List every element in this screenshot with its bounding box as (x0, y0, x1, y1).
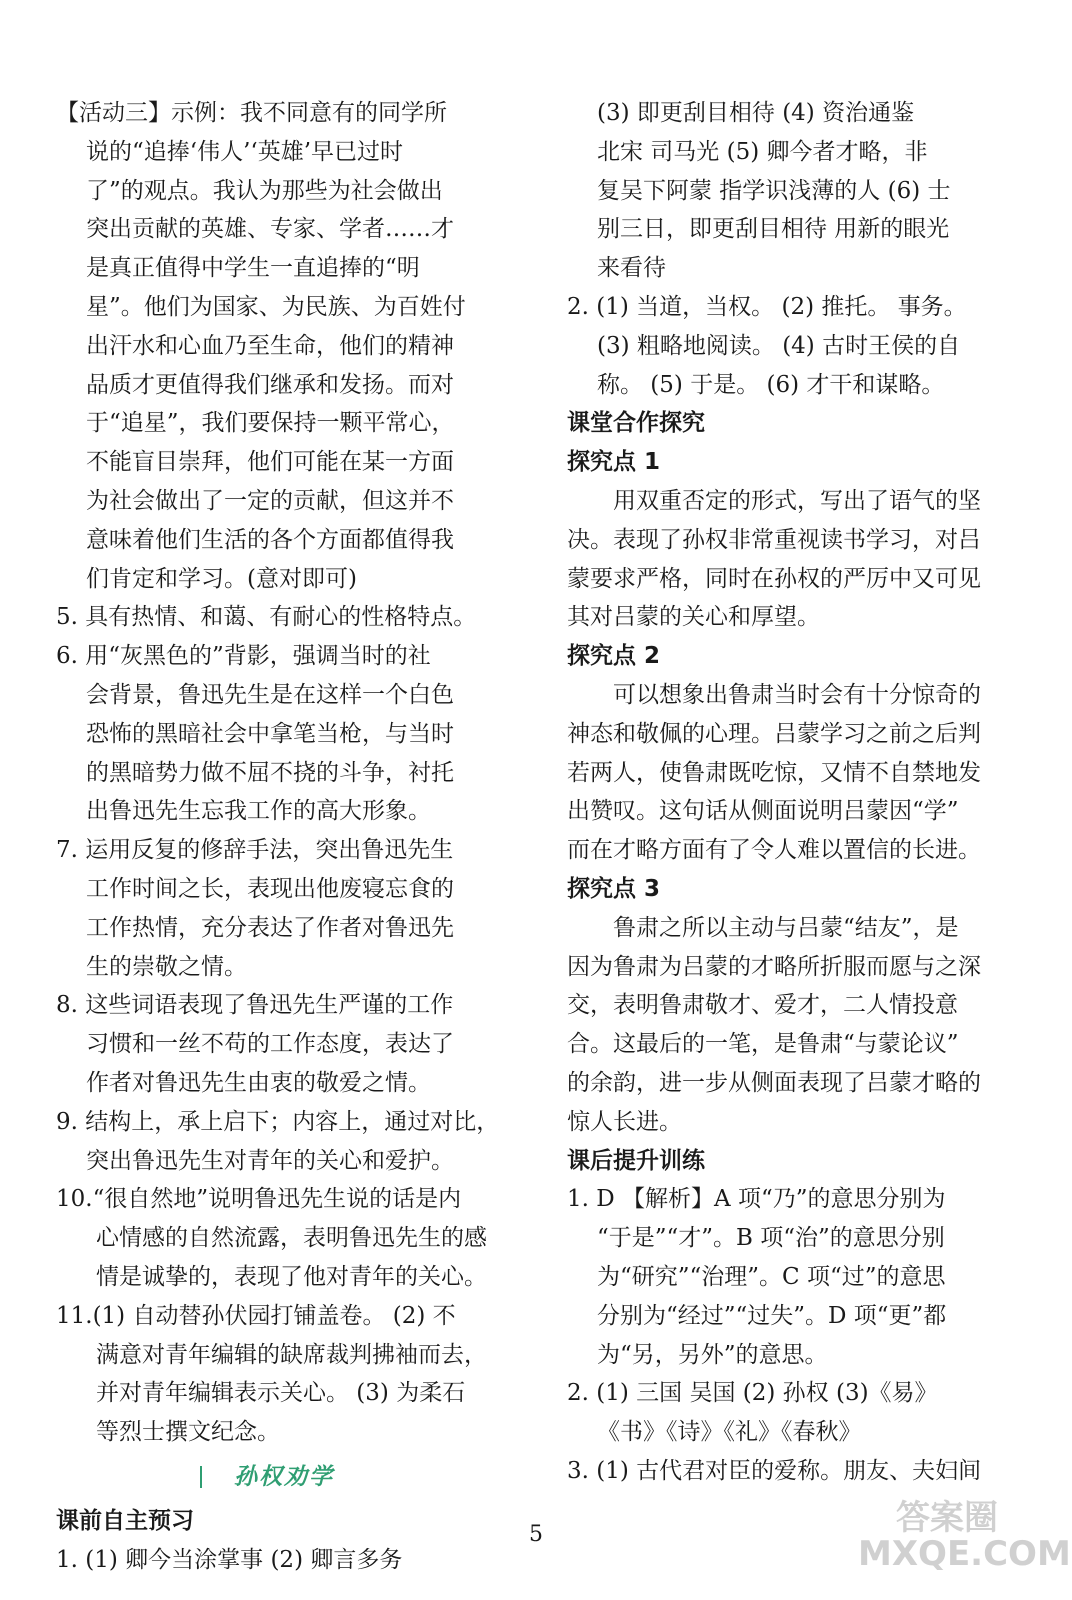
answer-item-11 (56, 1297, 496, 1452)
text-line: 1. (1) 卿今当涂掌事 (2) 卿言多务 (56, 1546, 403, 1573)
text-line: 于“追星”，我们要保持一颗平常心， (86, 410, 455, 437)
preview-item-1-continued (567, 94, 1007, 288)
text-line: 作者对鲁迅先生由衷的敬爱之情。 (86, 1069, 431, 1096)
section-heading-preview: 课前自主预习 (56, 1507, 194, 1534)
text-line: 出汗水和心血乃至生命，他们的精神 (86, 332, 454, 359)
activity-three-block (56, 94, 496, 598)
text-line: 【活动三】示例：我不同意有的同学所 (56, 100, 447, 126)
answer-item-6 (56, 637, 496, 831)
text-line: (1) 三国 吴国 (2) 孙权 (3)《易》 (596, 1380, 938, 1407)
item-number: 2. (567, 1380, 589, 1407)
text-line: 为社会做出了一定的贡献，但这并不 (86, 487, 454, 514)
text-line: 来看待 (597, 255, 666, 282)
text-line: 惊人长进。 (567, 1108, 682, 1135)
text-line: 们肯定和学习。(意对即可) (86, 565, 357, 592)
text-line: 分别为“经过”“过失”。D 项“更”都 (597, 1302, 947, 1329)
item-number: 1. (567, 1186, 589, 1213)
explore-point-2 (567, 637, 1007, 870)
text-line: 具有热情、和蔼、有耐心的性格特点。 (85, 604, 477, 631)
text-line: (1) 自动替孙伏园打铺盖卷。 (2) 不 (92, 1302, 456, 1329)
explore-point-label: 探究点 2 (567, 643, 661, 670)
page-number: 5 (529, 1522, 543, 1547)
text-line: 鲁肃之所以主动与吕蒙“结友”，是 (613, 914, 959, 941)
explore-point-label: 探究点 3 (567, 875, 661, 902)
training-item-3 (567, 1452, 1007, 1491)
text-line: 情是诚挚的，表现了他对青年的关心。 (96, 1263, 487, 1290)
item-number: 8. (56, 992, 78, 1019)
answer-item-5 (56, 598, 496, 637)
text-line: 工作时间之长，表现出他废寝忘食的 (86, 875, 454, 902)
section-heading-explore: 课堂合作探究 (567, 410, 705, 437)
text-line: 为“另，另外”的意思。 (597, 1341, 828, 1368)
text-line: 等烈士撰文纪念。 (96, 1419, 280, 1446)
right-column (567, 94, 1007, 1491)
text-line: 工作热情，充分表达了作者对鲁迅先 (86, 914, 454, 941)
text-line: 了”的观点。我认为那些为社会做出 (86, 177, 443, 204)
text-line: 会背景，鲁迅先生是在这样一个白色 (86, 681, 454, 708)
text-line: 说的“追捧‘伟人’‘英雄’早已过时 (86, 138, 404, 165)
text-line: 满意对青年编辑的缺席裁判拂袖而去， (96, 1341, 487, 1368)
explore-point-label: 探究点 1 (567, 449, 661, 476)
watermark-url: MXQE.COM (858, 1534, 1071, 1574)
text-line: 用“灰黑色的”背影，强调当时的社 (85, 643, 431, 670)
item-number: 7. (56, 837, 78, 864)
text-line: 生的崇敬之情。 (86, 953, 247, 980)
answer-item-10 (56, 1180, 496, 1296)
text-line: 为“研究”“治理”。C 项“过”的意思 (597, 1263, 946, 1290)
left-column (56, 94, 500, 1579)
text-line: 心情感的自然流露，表明鲁迅先生的感 (96, 1225, 487, 1252)
text-line: 这些词语表现了鲁迅先生严谨的工作 (85, 992, 454, 1019)
text-line: 交，表明鲁肃敬才、爱才，二人情投意 (567, 992, 958, 1019)
text-line: 出鲁迅先生忘我工作的高大形象。 (86, 798, 431, 825)
item-number: 5. (56, 604, 78, 631)
text-line: (3) 粗略地阅读。 (4) 古时王侯的自 (597, 332, 961, 359)
section-heading-training: 课后提升训练 (567, 1147, 705, 1174)
text-line: 恐怖的黑暗社会中拿笔当枪，与当时 (86, 720, 454, 747)
text-line: 结构上，承上启下；内容上，通过对比， (85, 1108, 500, 1135)
text-line: 星”。他们为国家、为民族、为百姓付 (86, 293, 466, 320)
training-item-1 (567, 1180, 1007, 1374)
text-line: 其对吕蒙的关心和厚望。 (567, 604, 820, 631)
text-line: “于是”“才”。B 项“治”的意思分别 (597, 1225, 945, 1252)
explore-point-3 (567, 870, 1007, 1142)
text-line: 突出鲁迅先生对青年的关心和爱护。 (86, 1147, 454, 1174)
watermark-logo (858, 1498, 1071, 1590)
text-line: 可以想象出鲁肃当时会有十分惊奇的 (613, 681, 981, 708)
text-line: 运用反复的修辞手法，突出鲁迅先生 (85, 837, 454, 864)
text-line: (1) 古代君对臣的爱称。朋友、夫妇间 (596, 1457, 982, 1484)
item-number: 2. (567, 293, 589, 320)
answer-item-9 (56, 1103, 500, 1181)
text-line: (3) 即更刮目相待 (4) 资治通鉴 (597, 100, 915, 126)
lesson-title: 孙权劝学 (234, 1463, 334, 1490)
text-line: 的黑暗势力做不屈不挠的斗争，衬托 (86, 759, 454, 786)
text-line: 品质才更值得我们继承和发扬。而对 (86, 371, 454, 398)
item-number: 6. (56, 643, 78, 670)
text-line: 不能盲目崇拜，他们可能在某一方面 (86, 449, 454, 476)
lesson-title-row (56, 1452, 496, 1502)
item-number: 11. (56, 1302, 93, 1329)
text-line: 合。这最后的一笔，是鲁肃“与蒙论议” (567, 1031, 959, 1058)
item-number: 9. (56, 1108, 78, 1135)
item-number: 3. (567, 1457, 589, 1484)
text-line: 用双重否定的形式，写出了语气的坚 (613, 487, 981, 514)
text-line: 北宋 司马光 (5) 卿今者才略，非 (597, 138, 928, 165)
text-line: 称。 (5) 于是。 (6) 才干和谋略。 (597, 371, 945, 398)
text-line: 突出贡献的英雄、专家、学者……才 (86, 216, 454, 243)
text-line: 因为鲁肃为吕蒙的才略所折服而愿与之深 (567, 953, 981, 980)
text-line: 神态和敬佩的心理。吕蒙学习之前之后判 (567, 720, 981, 747)
text-line: 蒙要求严格，同时在孙权的严厉中又可见 (567, 565, 981, 592)
text-line: 复吴下阿蒙 指学识浅薄的人 (6) 士 (597, 177, 951, 204)
text-line: 是真正值得中学生一直追捧的“明 (86, 255, 420, 282)
text-line: 决。表现了孙权非常重视读书学习，对吕 (567, 526, 981, 553)
text-line: (1) 当道，当权。 (2) 推托。 事务。 (596, 293, 967, 320)
text-line: 的余韵，进一步从侧面表现了吕蒙才略的 (567, 1069, 981, 1096)
text-line: 意味着他们生活的各个方面都值得我 (86, 526, 454, 553)
answer-item-7 (56, 831, 496, 986)
text-line: D 【解析】A 项“乃”的意思分别为 (596, 1186, 946, 1213)
item-number: 10. (56, 1186, 93, 1213)
text-line: 若两人，使鲁肃既吃惊，又情不自禁地发 (567, 759, 981, 786)
text-line: “很自然地”说明鲁迅先生说的话是内 (92, 1186, 462, 1213)
watermark-text: 答案圈 (896, 1498, 998, 1538)
preview-item-2 (567, 288, 1007, 404)
answer-item-8 (56, 986, 496, 1102)
title-bar-divider (200, 1466, 202, 1488)
text-line: 《书》《诗》《礼》《春秋》 (597, 1419, 862, 1446)
text-line: 别三日，即更刮目相待 用新的眼光 (597, 216, 950, 243)
text-line: 而在才略方面有了令人难以置信的长进。 (567, 837, 981, 864)
explore-point-1 (567, 443, 1007, 637)
text-line: 并对青年编辑表示关心。 (3) 为柔石 (96, 1380, 466, 1407)
training-item-2 (567, 1374, 1007, 1452)
text-line: 出赞叹。这句话从侧面说明吕蒙因“学” (567, 798, 959, 825)
text-line: 习惯和一丝不苟的工作态度，表达了 (86, 1031, 454, 1058)
